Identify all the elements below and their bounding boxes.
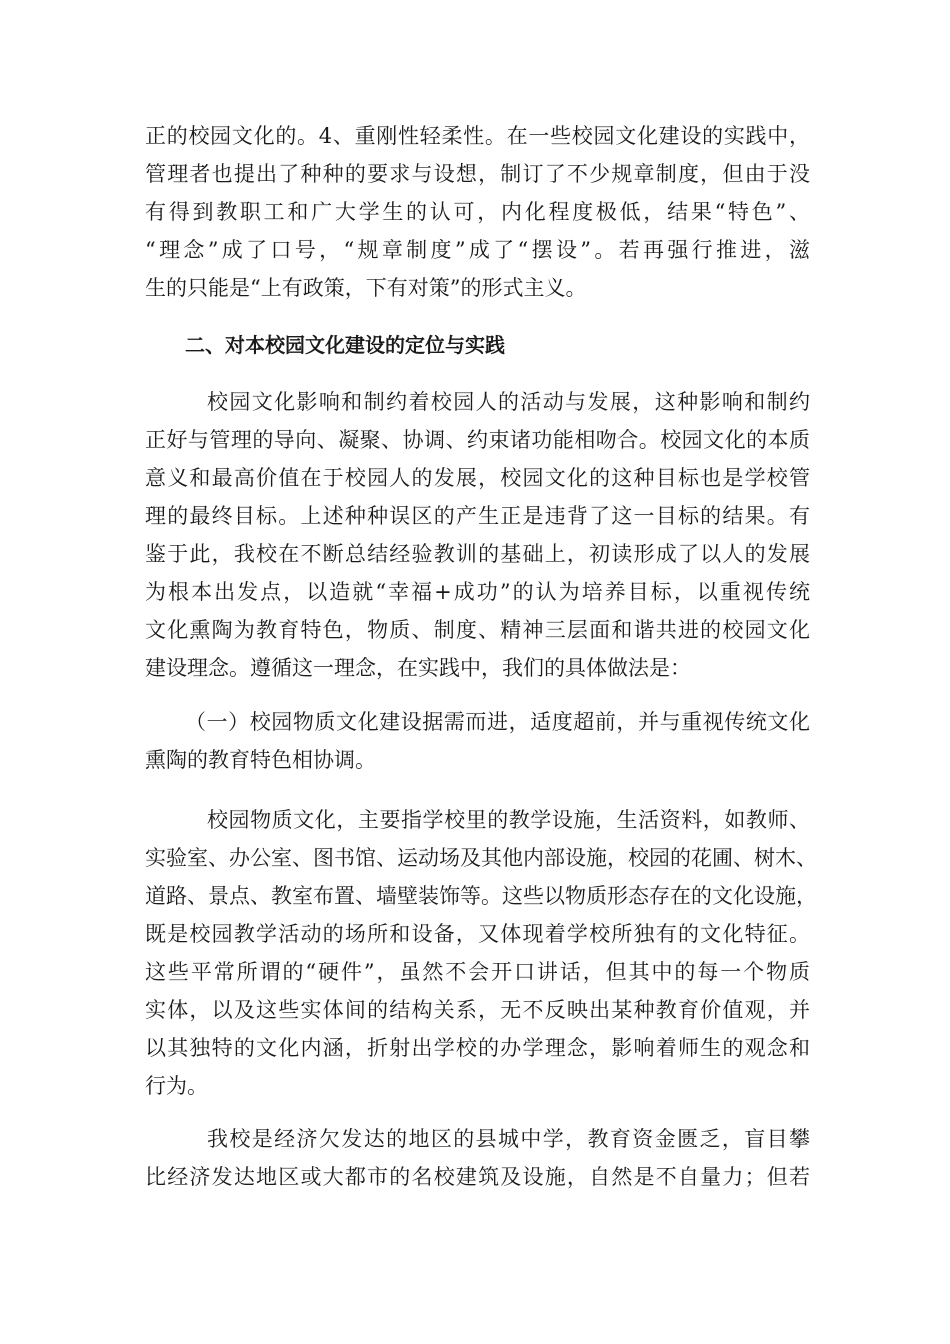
paragraph-line: 实体，以及这些实体间的结构关系，无不反映出某种教育价值观，并: [145, 998, 810, 1022]
paragraph-line: “理念”成了口号，“规章制度”成了“摆设”。若再强行推进，滋: [145, 238, 810, 262]
subheading-line: 熏陶的教育特色相协调。: [145, 748, 376, 772]
paragraph-line: 实验室、办公室、图书馆、运动场及其他内部设施，校园的花圃、树木、: [145, 846, 817, 870]
paragraph-line: 正的校园文化的。4、重刚性轻柔性。在一些校园文化建设的实践中，: [145, 124, 810, 148]
paragraph-line: 鉴于此，我校在不断总结经验教训的基础上，初读形成了以人的发展: [145, 542, 810, 566]
subheading-line: （一）校园物质文化建设据需而进，适度超前，并与重视传统文化: [185, 710, 810, 734]
paragraph-1: [145, 117, 810, 307]
paragraph-line: 校园文化影响和制约着校园人的活动与发展，这种影响和制约: [207, 390, 810, 414]
paragraph-line: 管理者也提出了种种的要求与设想，制订了不少规章制度，但由于没: [145, 162, 810, 186]
paragraph-line: 意义和最高价值在于校园人的发展，校园文化的这种目标也是学校管: [145, 466, 810, 490]
paragraph-2: [145, 383, 810, 687]
paragraph-line: 理的最终目标。上述种种误区的产生正是违背了这一目标的结果。有: [145, 504, 810, 528]
section-heading: 二、对本校园文化建设的定位与实践: [185, 333, 505, 357]
paragraph-line: 比经济发达地区或大都市的名校建筑及设施，自然是不自量力；但若: [145, 1165, 810, 1189]
paragraph-line: 行为。: [145, 1074, 208, 1098]
paragraph-line: 正好与管理的导向、凝聚、协调、约束诸功能相吻合。校园文化的本质: [145, 428, 810, 452]
paragraph-3: [145, 801, 817, 1105]
paragraph-line: 文化熏陶为教育特色，物质、制度、精神三层面和谐共进的校园文化: [145, 618, 810, 642]
paragraph-line: 道路、景点、教室布置、墙壁装饰等。这些以物质形态存在的文化设施，: [145, 884, 817, 908]
paragraph-line: 有得到教职工和广大学生的认可，内化程度极低，结果“特色”、: [145, 200, 810, 224]
paragraph-4: [145, 1120, 810, 1196]
paragraph-line: 这些平常所谓的“硬件”，虽然不会开口讲话，但其中的每一个物质: [145, 960, 810, 984]
paragraph-line: 以其独特的文化内涵，折射出学校的办学理念，影响着师生的观念和: [145, 1036, 810, 1060]
subheading-1: [145, 703, 810, 779]
paragraph-line: 为根本出发点，以造就“幸福+成功”的认为培养目标，以重视传统: [145, 580, 810, 604]
paragraph-line: 校园物质文化，主要指学校里的教学设施，生活资料，如教师、: [207, 808, 810, 832]
paragraph-line: 既是校园教学活动的场所和设备，又体现着学校所独有的文化特征。: [145, 922, 810, 946]
paragraph-line: 建设理念。遵循这一理念，在实践中，我们的具体做法是：: [145, 656, 691, 680]
paragraph-line: 生的只能是“上有政策，下有对策”的形式主义。: [145, 276, 587, 300]
paragraph-line: 我校是经济欠发达的地区的县城中学，教育资金匮乏，盲目攀: [207, 1127, 810, 1151]
section-heading-block: [145, 326, 810, 364]
